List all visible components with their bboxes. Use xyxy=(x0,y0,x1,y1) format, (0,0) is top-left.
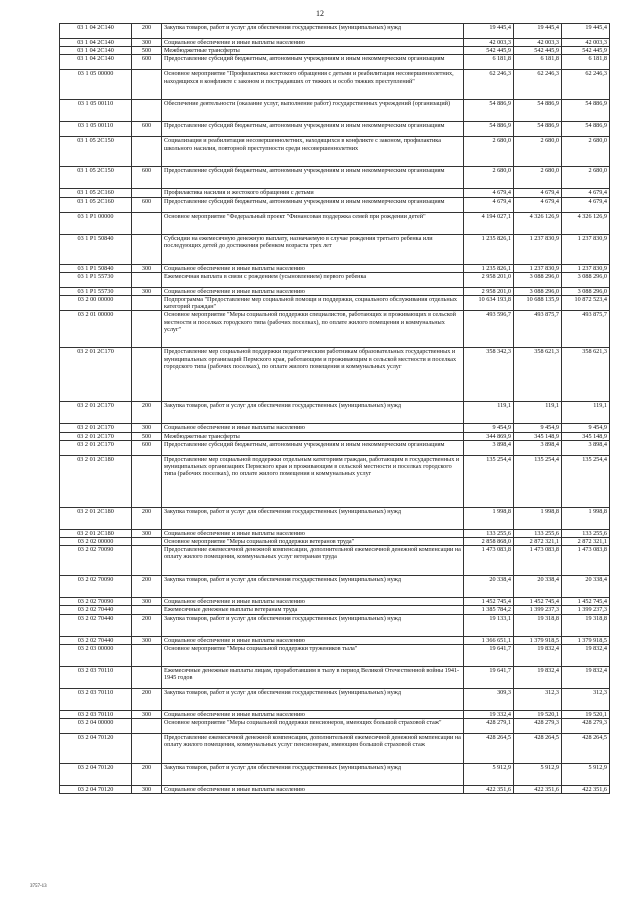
row-code-cell: 03 2 02 70440 xyxy=(60,606,132,614)
row-amount-1-cell: 428 264,5 xyxy=(464,734,514,764)
table-row xyxy=(60,296,610,311)
row-code-cell: 03 1 P1 00000 xyxy=(60,212,132,234)
row-amount-2-cell: 2 872 321,1 xyxy=(514,538,562,546)
row-amount-1-cell: 135 254,4 xyxy=(464,455,514,507)
row-expense-type-cell: 300 xyxy=(132,264,162,272)
table-row xyxy=(60,348,610,402)
row-code-cell: 03 1 05 00110 xyxy=(60,122,132,137)
row-amount-2-cell: 542 445,9 xyxy=(514,47,562,55)
row-name-cell: Ежемесячные денежные выплаты ветеранам труда xyxy=(162,606,464,614)
table-row xyxy=(60,212,610,234)
row-amount-1-cell: 19 641,7 xyxy=(464,644,514,666)
row-amount-2-cell: 10 688 135,9 xyxy=(514,296,562,311)
row-expense-type-cell xyxy=(132,538,162,546)
row-amount-2-cell: 19 318,8 xyxy=(514,614,562,636)
row-amount-1-cell: 20 338,4 xyxy=(464,576,514,598)
row-amount-2-cell: 54 886,9 xyxy=(514,122,562,137)
table-row xyxy=(60,538,610,546)
row-amount-2-cell: 20 338,4 xyxy=(514,576,562,598)
row-amount-3-cell: 62 246,3 xyxy=(562,70,610,100)
row-name-cell: Социальное обеспечение и иные выплаты населению xyxy=(162,710,464,718)
row-name-cell: Социальное обеспечение и иные выплаты населению xyxy=(162,264,464,272)
row-amount-1-cell: 6 181,8 xyxy=(464,55,514,70)
page-number: 12 xyxy=(316,9,324,18)
row-code-cell: 03 2 00 00000 xyxy=(60,296,132,311)
row-amount-2-cell: 19 832,4 xyxy=(514,666,562,688)
row-amount-1-cell: 19 641,7 xyxy=(464,666,514,688)
row-name-cell: Закупка товаров, работ и услуг для обеспечения государственных (муниципальных) нужд xyxy=(162,24,464,39)
row-amount-2-cell: 19 445,4 xyxy=(514,24,562,39)
row-code-cell: 03 2 02 70090 xyxy=(60,546,132,576)
row-amount-2-cell: 1 452 745,4 xyxy=(514,598,562,606)
row-expense-type-cell xyxy=(132,234,162,264)
row-amount-1-cell: 54 886,9 xyxy=(464,100,514,122)
row-amount-2-cell: 19 520,1 xyxy=(514,710,562,718)
row-amount-1-cell: 2 958 201,0 xyxy=(464,287,514,295)
row-expense-type-cell xyxy=(132,100,162,122)
row-code-cell: 03 2 01 2C170 xyxy=(60,402,132,424)
row-code-cell: 03 2 03 70110 xyxy=(60,666,132,688)
row-amount-3-cell: 1 473 083,8 xyxy=(562,546,610,576)
row-expense-type-cell xyxy=(132,719,162,734)
table-row xyxy=(60,636,610,644)
row-amount-1-cell: 1 366 651,1 xyxy=(464,636,514,644)
row-amount-2-cell: 54 886,9 xyxy=(514,100,562,122)
row-code-cell: 03 1 05 00000 xyxy=(60,70,132,100)
row-amount-1-cell: 54 886,9 xyxy=(464,122,514,137)
row-name-cell: Предоставление мер социальной поддержки отдельным категориям граждан, работающим в государственных и муниципальных организациях Пермского края и проживающим в сельской местности и поселках городского типа (рабочих поселках), по оплате жилого помещения и коммунальных услуг xyxy=(162,455,464,507)
row-expense-type-cell xyxy=(132,212,162,234)
table-row xyxy=(60,189,610,197)
row-expense-type-cell: 600 xyxy=(132,440,162,455)
row-name-cell: Межбюджетные трансферты xyxy=(162,47,464,55)
row-expense-type-cell: 600 xyxy=(132,197,162,212)
row-code-cell: 03 2 02 70440 xyxy=(60,636,132,644)
row-amount-2-cell: 493 875,7 xyxy=(514,311,562,348)
row-name-cell: Предоставление субсидий бюджетным, автономным учреждениям и иным некоммерческим организациям xyxy=(162,167,464,189)
row-amount-1-cell: 19 133,1 xyxy=(464,614,514,636)
row-name-cell: Предоставление ежемесячной денежной компенсации, дополнительной ежемесячной денежной компенсации на оплату жилого помещения, коммунальных услуг ветеранам труда xyxy=(162,546,464,576)
row-amount-1-cell: 358 342,3 xyxy=(464,348,514,402)
row-amount-2-cell: 1 399 237,3 xyxy=(514,606,562,614)
row-code-cell: 03 2 01 2C180 xyxy=(60,529,132,537)
row-amount-3-cell: 542 445,9 xyxy=(562,47,610,55)
row-amount-1-cell: 344 869,9 xyxy=(464,432,514,440)
row-amount-3-cell: 358 621,3 xyxy=(562,348,610,402)
row-code-cell: 03 2 02 70440 xyxy=(60,614,132,636)
table-row xyxy=(60,55,610,70)
budget-table xyxy=(59,23,610,794)
row-amount-1-cell: 1 473 083,8 xyxy=(464,546,514,576)
row-code-cell: 03 2 04 70120 xyxy=(60,764,132,786)
row-name-cell: Предоставление субсидий бюджетным, автономным учреждениям и иным некоммерческим организациям xyxy=(162,122,464,137)
row-amount-1-cell: 309,3 xyxy=(464,688,514,710)
row-amount-2-cell: 422 351,6 xyxy=(514,786,562,794)
row-code-cell: 03 1 05 2C150 xyxy=(60,167,132,189)
row-name-cell: Закупка товаров, работ и услуг для обеспечения государственных (муниципальных) нужд xyxy=(162,402,464,424)
row-expense-type-cell xyxy=(132,70,162,100)
row-code-cell: 03 2 03 00000 xyxy=(60,644,132,666)
row-code-cell: 03 1 05 2C150 xyxy=(60,137,132,167)
row-amount-2-cell: 428 264,5 xyxy=(514,734,562,764)
row-name-cell: Предоставление мер социальной поддержки педагогическим работникам образовательных государственных и муниципальных организаций Пермского края, работающим и проживающим в сельской местности и поселках городского типа (рабочих поселках), по оплате жилого помещения и коммунальных услуг xyxy=(162,348,464,402)
row-amount-1-cell: 1 452 745,4 xyxy=(464,598,514,606)
table-row xyxy=(60,70,610,100)
row-amount-1-cell: 1 998,8 xyxy=(464,507,514,529)
row-expense-type-cell: 300 xyxy=(132,424,162,432)
row-amount-2-cell: 62 246,3 xyxy=(514,70,562,100)
row-amount-3-cell: 9 454,9 xyxy=(562,424,610,432)
row-amount-3-cell: 6 181,8 xyxy=(562,55,610,70)
row-amount-3-cell: 42 003,3 xyxy=(562,39,610,47)
row-name-cell: Ежемесячные денежные выплаты лицам, проработавшим в тылу в период Великой Отечественной войны 1941-1945 годов xyxy=(162,666,464,688)
row-code-cell: 03 2 04 70120 xyxy=(60,786,132,794)
table-row xyxy=(60,39,610,47)
row-amount-2-cell: 428 279,3 xyxy=(514,719,562,734)
row-amount-3-cell: 54 886,9 xyxy=(562,100,610,122)
row-amount-1-cell: 119,1 xyxy=(464,402,514,424)
row-amount-1-cell: 1 235 826,1 xyxy=(464,264,514,272)
row-amount-1-cell: 1 235 826,1 xyxy=(464,234,514,264)
row-amount-2-cell: 6 181,8 xyxy=(514,55,562,70)
table-row xyxy=(60,272,610,287)
row-expense-type-cell xyxy=(132,606,162,614)
table-row xyxy=(60,529,610,537)
row-name-cell: Закупка товаров, работ и услуг для обеспечения государственных (муниципальных) нужд xyxy=(162,576,464,598)
row-amount-1-cell: 428 279,1 xyxy=(464,719,514,734)
row-expense-type-cell: 600 xyxy=(132,55,162,70)
table-row xyxy=(60,402,610,424)
row-amount-3-cell: 19 832,4 xyxy=(562,644,610,666)
row-name-cell: Социальное обеспечение и иные выплаты населению xyxy=(162,636,464,644)
row-amount-2-cell: 1 237 830,9 xyxy=(514,264,562,272)
table-row xyxy=(60,576,610,598)
table-row xyxy=(60,606,610,614)
row-amount-3-cell: 135 254,4 xyxy=(562,455,610,507)
row-name-cell: Основное мероприятие "Профилактика жестокого обращения с детьми и реабилитация несовершеннолетних, находящихся в конфликте с законом и пострадавших от тяжких и особо тяжких преступлений" xyxy=(162,70,464,100)
row-name-cell: Основное мероприятие "Меры социальной поддержки специалистов, работающих и проживающих в сельской местности и поселках городского типа (рабочих поселках), по оплате жилого помещения и коммунальных услуг" xyxy=(162,311,464,348)
row-name-cell: Подпрограмма "Предоставление мер социальной помощи и поддержки, социального обслуживания отдельных категорий граждан" xyxy=(162,296,464,311)
row-name-cell: Основное мероприятие "Меры социальной поддержки тружеников тыла" xyxy=(162,644,464,666)
row-code-cell: 03 2 04 70120 xyxy=(60,734,132,764)
row-expense-type-cell: 200 xyxy=(132,576,162,598)
row-expense-type-cell: 600 xyxy=(132,167,162,189)
table-row xyxy=(60,688,610,710)
row-amount-1-cell: 4 679,4 xyxy=(464,189,514,197)
row-amount-3-cell: 1 452 745,4 xyxy=(562,598,610,606)
table-row xyxy=(60,264,610,272)
row-name-cell: Социальное обеспечение и иные выплаты населению xyxy=(162,287,464,295)
table-row xyxy=(60,719,610,734)
row-amount-3-cell: 428 264,5 xyxy=(562,734,610,764)
row-code-cell: 03 1 P1 55730 xyxy=(60,287,132,295)
row-expense-type-cell: 200 xyxy=(132,24,162,39)
row-amount-2-cell: 119,1 xyxy=(514,402,562,424)
row-code-cell: 03 1 04 2C140 xyxy=(60,39,132,47)
row-name-cell: Основное мероприятие "Меры социальной поддержки пенсионеров, имеющих большой страховой стаж" xyxy=(162,719,464,734)
row-amount-3-cell: 19 445,4 xyxy=(562,24,610,39)
row-code-cell: 03 1 04 2C140 xyxy=(60,47,132,55)
row-amount-3-cell: 1 379 918,5 xyxy=(562,636,610,644)
row-amount-3-cell: 428 279,3 xyxy=(562,719,610,734)
table-row xyxy=(60,137,610,167)
row-expense-type-cell: 300 xyxy=(132,710,162,718)
row-amount-1-cell: 2 858 868,0 xyxy=(464,538,514,546)
table-row xyxy=(60,100,610,122)
row-amount-1-cell: 5 912,9 xyxy=(464,764,514,786)
row-amount-3-cell: 133 255,6 xyxy=(562,529,610,537)
row-amount-1-cell: 10 634 193,8 xyxy=(464,296,514,311)
row-amount-1-cell: 2 680,0 xyxy=(464,167,514,189)
row-name-cell: Социальное обеспечение и иные выплаты населению xyxy=(162,424,464,432)
row-name-cell: Социальное обеспечение и иные выплаты населению xyxy=(162,598,464,606)
row-amount-1-cell: 2 958 201,0 xyxy=(464,272,514,287)
row-amount-3-cell: 2 680,0 xyxy=(562,167,610,189)
row-amount-1-cell: 4 679,4 xyxy=(464,197,514,212)
row-expense-type-cell: 300 xyxy=(132,287,162,295)
row-amount-1-cell: 422 351,6 xyxy=(464,786,514,794)
row-amount-3-cell: 3 088 296,0 xyxy=(562,287,610,295)
row-amount-1-cell: 19 332,4 xyxy=(464,710,514,718)
row-amount-3-cell: 4 679,4 xyxy=(562,189,610,197)
row-name-cell: Межбюджетные трансферты xyxy=(162,432,464,440)
row-amount-3-cell: 10 872 523,4 xyxy=(562,296,610,311)
row-name-cell: Закупка товаров, работ и услуг для обеспечения государственных (муниципальных) нужд xyxy=(162,688,464,710)
row-code-cell: 03 2 01 2C170 xyxy=(60,440,132,455)
row-name-cell: Социализация и реабилитация несовершеннолетних, находящихся в конфликте с законом, профилактика школьного насилия, повторной преступности среди несовершеннолетних xyxy=(162,137,464,167)
table-row xyxy=(60,122,610,137)
row-expense-type-cell: 300 xyxy=(132,598,162,606)
row-name-cell: Закупка товаров, работ и услуг для обеспечения государственных (муниципальных) нужд xyxy=(162,507,464,529)
row-name-cell: Обеспечение деятельности (оказание услуг, выполнение работ) государственных учреждений (организаций) xyxy=(162,100,464,122)
table-row xyxy=(60,786,610,794)
row-code-cell: 03 2 02 70090 xyxy=(60,576,132,598)
row-amount-3-cell: 312,3 xyxy=(562,688,610,710)
row-amount-3-cell: 4 679,4 xyxy=(562,197,610,212)
row-code-cell: 03 1 05 2C160 xyxy=(60,197,132,212)
row-amount-2-cell: 1 237 830,9 xyxy=(514,234,562,264)
row-amount-1-cell: 493 596,7 xyxy=(464,311,514,348)
table-row xyxy=(60,432,610,440)
row-amount-2-cell: 345 148,9 xyxy=(514,432,562,440)
table-row xyxy=(60,24,610,39)
row-expense-type-cell xyxy=(132,546,162,576)
row-amount-2-cell: 2 680,0 xyxy=(514,137,562,167)
row-code-cell: 03 2 01 2C180 xyxy=(60,455,132,507)
row-expense-type-cell: 500 xyxy=(132,47,162,55)
row-amount-2-cell: 312,3 xyxy=(514,688,562,710)
row-name-cell: Предоставление субсидий бюджетным, автономным учреждениям и иным некоммерческим организациям xyxy=(162,197,464,212)
table-row xyxy=(60,546,610,576)
row-amount-2-cell: 4 326 126,9 xyxy=(514,212,562,234)
row-code-cell: 03 1 P1 50840 xyxy=(60,264,132,272)
row-expense-type-cell xyxy=(132,189,162,197)
table-row xyxy=(60,666,610,688)
row-amount-3-cell: 54 886,9 xyxy=(562,122,610,137)
row-amount-1-cell: 42 003,3 xyxy=(464,39,514,47)
row-expense-type-cell xyxy=(132,296,162,311)
row-name-cell: Закупка товаров, работ и услуг для обеспечения государственных (муниципальных) нужд xyxy=(162,764,464,786)
row-amount-1-cell: 9 454,9 xyxy=(464,424,514,432)
row-amount-2-cell: 133 255,6 xyxy=(514,529,562,537)
table-row xyxy=(60,644,610,666)
row-amount-2-cell: 3 088 296,0 xyxy=(514,287,562,295)
row-amount-3-cell: 1 237 830,9 xyxy=(562,234,610,264)
row-amount-1-cell: 1 385 784,2 xyxy=(464,606,514,614)
table-row xyxy=(60,311,610,348)
row-code-cell: 03 2 03 70110 xyxy=(60,688,132,710)
row-expense-type-cell xyxy=(132,455,162,507)
row-amount-2-cell: 4 679,4 xyxy=(514,197,562,212)
row-code-cell: 03 2 02 70090 xyxy=(60,598,132,606)
row-expense-type-cell xyxy=(132,348,162,402)
row-expense-type-cell xyxy=(132,137,162,167)
row-code-cell: 03 2 02 00000 xyxy=(60,538,132,546)
row-amount-3-cell: 2 680,0 xyxy=(562,137,610,167)
table-row xyxy=(60,734,610,764)
row-amount-2-cell: 3 088 296,0 xyxy=(514,272,562,287)
row-amount-1-cell: 62 246,3 xyxy=(464,70,514,100)
row-code-cell: 03 1 P1 50840 xyxy=(60,234,132,264)
table-row xyxy=(60,455,610,507)
row-amount-2-cell: 358 621,3 xyxy=(514,348,562,402)
row-expense-type-cell: 600 xyxy=(132,122,162,137)
table-row xyxy=(60,47,610,55)
row-amount-3-cell: 3 088 296,0 xyxy=(562,272,610,287)
table-row xyxy=(60,764,610,786)
row-code-cell: 03 1 04 2C140 xyxy=(60,24,132,39)
row-code-cell: 03 1 P1 55730 xyxy=(60,272,132,287)
row-amount-3-cell: 119,1 xyxy=(562,402,610,424)
row-amount-2-cell: 42 003,3 xyxy=(514,39,562,47)
row-amount-2-cell: 135 254,4 xyxy=(514,455,562,507)
row-amount-2-cell: 9 454,9 xyxy=(514,424,562,432)
table-row xyxy=(60,424,610,432)
row-name-cell: Закупка товаров, работ и услуг для обеспечения государственных (муниципальных) нужд xyxy=(162,614,464,636)
row-code-cell: 03 2 04 00000 xyxy=(60,719,132,734)
row-amount-1-cell: 3 898,4 xyxy=(464,440,514,455)
row-amount-3-cell: 1 998,8 xyxy=(562,507,610,529)
row-code-cell: 03 1 04 2C140 xyxy=(60,55,132,70)
row-expense-type-cell: 300 xyxy=(132,636,162,644)
row-amount-2-cell: 3 898,4 xyxy=(514,440,562,455)
row-expense-type-cell: 300 xyxy=(132,786,162,794)
row-amount-2-cell: 1 473 083,8 xyxy=(514,546,562,576)
row-name-cell: Социальное обеспечение и иные выплаты населению xyxy=(162,786,464,794)
table-row xyxy=(60,167,610,189)
row-amount-3-cell: 20 338,4 xyxy=(562,576,610,598)
row-name-cell: Основное мероприятие "Меры социальной поддержки ветеранов труда" xyxy=(162,538,464,546)
row-name-cell: Социальное обеспечение и иные выплаты населению xyxy=(162,529,464,537)
row-amount-1-cell: 19 445,4 xyxy=(464,24,514,39)
row-expense-type-cell: 200 xyxy=(132,614,162,636)
row-expense-type-cell: 200 xyxy=(132,764,162,786)
row-amount-3-cell: 19 832,4 xyxy=(562,666,610,688)
row-expense-type-cell: 300 xyxy=(132,529,162,537)
row-name-cell: Социальное обеспечение и иные выплаты населению xyxy=(162,39,464,47)
row-amount-2-cell: 19 832,4 xyxy=(514,644,562,666)
row-expense-type-cell: 200 xyxy=(132,507,162,529)
row-amount-3-cell: 4 326 126,9 xyxy=(562,212,610,234)
row-amount-2-cell: 5 912,9 xyxy=(514,764,562,786)
row-name-cell: Предоставление ежемесячной денежной компенсации, дополнительной ежемесячной денежной компенсации на оплату жилого помещения, коммунальных услуг пенсионерам, имеющим большой страховой стаж xyxy=(162,734,464,764)
table-row xyxy=(60,234,610,264)
footer-code: 3757-13 xyxy=(30,884,47,889)
row-amount-1-cell: 2 680,0 xyxy=(464,137,514,167)
row-amount-2-cell: 1 998,8 xyxy=(514,507,562,529)
row-expense-type-cell: 300 xyxy=(132,39,162,47)
row-amount-3-cell: 345 148,9 xyxy=(562,432,610,440)
row-name-cell: Предоставление субсидий бюджетным, автономным учреждениям и иным некоммерческим организациям xyxy=(162,440,464,455)
row-amount-3-cell: 5 912,9 xyxy=(562,764,610,786)
row-code-cell: 03 2 01 00000 xyxy=(60,311,132,348)
row-amount-3-cell: 2 872 321,1 xyxy=(562,538,610,546)
row-amount-1-cell: 542 445,9 xyxy=(464,47,514,55)
table-row xyxy=(60,440,610,455)
row-name-cell: Предоставление субсидий бюджетным, автономным учреждениям и иным некоммерческим организациям xyxy=(162,55,464,70)
row-amount-1-cell: 133 255,6 xyxy=(464,529,514,537)
table-row xyxy=(60,710,610,718)
row-amount-3-cell: 19 520,1 xyxy=(562,710,610,718)
row-name-cell: Ежемесячная выплата в связи с рождением (усыновлением) первого ребенка xyxy=(162,272,464,287)
row-amount-1-cell: 4 194 027,1 xyxy=(464,212,514,234)
row-expense-type-cell: 500 xyxy=(132,432,162,440)
row-expense-type-cell xyxy=(132,311,162,348)
table-row xyxy=(60,598,610,606)
row-code-cell: 03 2 01 2C170 xyxy=(60,432,132,440)
table-row xyxy=(60,197,610,212)
budget-table-body xyxy=(60,24,610,794)
row-amount-2-cell: 1 379 918,5 xyxy=(514,636,562,644)
table-row xyxy=(60,614,610,636)
row-amount-3-cell: 1 237 830,9 xyxy=(562,264,610,272)
row-amount-3-cell: 422 351,6 xyxy=(562,786,610,794)
row-amount-3-cell: 1 399 237,3 xyxy=(562,606,610,614)
row-code-cell: 03 2 01 2C180 xyxy=(60,507,132,529)
row-expense-type-cell: 200 xyxy=(132,402,162,424)
row-code-cell: 03 1 05 00110 xyxy=(60,100,132,122)
row-amount-3-cell: 493 875,7 xyxy=(562,311,610,348)
row-name-cell: Профилактика насилия и жестокого обращения с детьми xyxy=(162,189,464,197)
row-expense-type-cell: 200 xyxy=(132,688,162,710)
row-code-cell: 03 2 01 2C170 xyxy=(60,424,132,432)
row-code-cell: 03 2 03 70110 xyxy=(60,710,132,718)
row-expense-type-cell xyxy=(132,272,162,287)
row-amount-2-cell: 2 680,0 xyxy=(514,167,562,189)
row-expense-type-cell xyxy=(132,666,162,688)
row-name-cell: Основное мероприятие "Федеральный проект "Финансовая поддержка семей при рождении детей" xyxy=(162,212,464,234)
row-amount-2-cell: 4 679,4 xyxy=(514,189,562,197)
row-amount-3-cell: 19 318,8 xyxy=(562,614,610,636)
row-expense-type-cell xyxy=(132,734,162,764)
table-row xyxy=(60,507,610,529)
row-name-cell: Субсидии на ежемесячную денежную выплату, назначаемую в случае рождения третьего ребенка или последующих детей до достижения ребенком возраста трех лет xyxy=(162,234,464,264)
table-row xyxy=(60,287,610,295)
row-code-cell: 03 1 05 2C160 xyxy=(60,189,132,197)
row-expense-type-cell xyxy=(132,644,162,666)
row-amount-3-cell: 3 898,4 xyxy=(562,440,610,455)
row-code-cell: 03 2 01 2C170 xyxy=(60,348,132,402)
